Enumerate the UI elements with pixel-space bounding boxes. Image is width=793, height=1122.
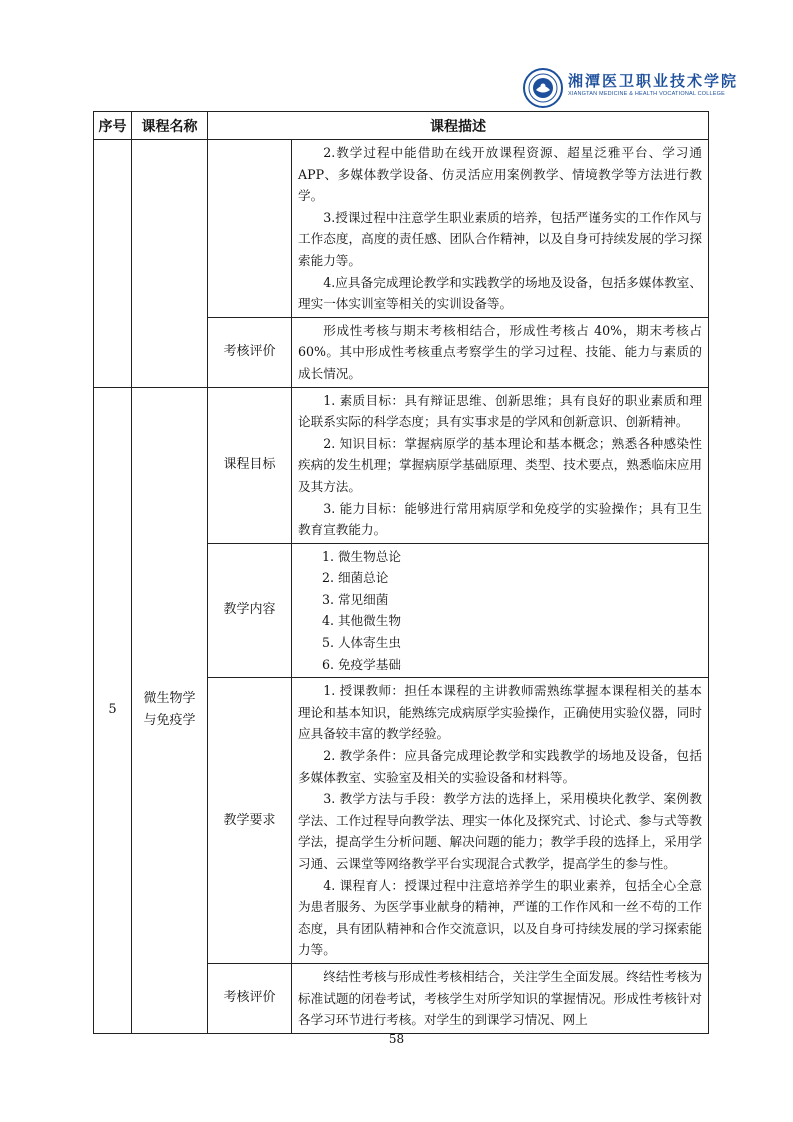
course-table	[93, 111, 709, 1034]
assessment-text: 终结性考核与形成性考核相结合，关注学生全面发展。终结性考核为标准试题的闭卷考试，考核学生对所学知识的掌握情况。形成性考核针对各学习环节进行考核。对学生的到课学习情况、网上	[292, 963, 709, 1033]
prev-assessment-text: 形成性考核与期末考核相结合，形成性考核占 40%，期末考核占 60%。其中形成性考核重点考察学生的学习过程、技能、能力与素质的成长情况。	[292, 317, 709, 387]
course-goals: 1. 素质目标：具有辩证思维、创新思维；具有良好的职业素质和理论联系实际的科学态度；具有实事求是的学风和创新意识、创新精神。 2. 知识目标：掌握病原学的基本理论和基本概念；熟悉各种感染性疾病的发生机理；掌握病原学基础原理、类型、技术要点，熟悉临床应用及其方法。 3. 能力目标：能够进行常用病原学和免疫学的实验操作；具有卫生教育宣教能力。	[292, 387, 709, 543]
school-emblem-icon	[523, 68, 563, 108]
prev-assessment-label: 考核评价	[208, 317, 292, 387]
teaching-requirements: 1. 授课教师：担任本课程的主讲教师需熟练掌握本课程相关的基本理论和基本知识，能熟练完成病原学实验操作，正确使用实验仪器，同时应具备较丰富的教学经验。 2. 教学条件：应具备完成理论教学和实践教学的场地及设备，包括多媒体教室、实验室及相关的实验设备和材料等。 3. 教学方法与手段：教学方法的选择上，采用模块化教学、案例教学法、工作过程导向教学法、理实一体化及探究式、讨论式、参与式等教学法，提高学生分析问题、解决问题的能力；教学手段的选择上，采用学习通、云课堂等网络教学平台实现混合式教学，提高学生的参与性。 4. 课程育人：授课过程中注意培养学生的职业素养，包括全心全意为患者服务、为医学事业献身的精神，严谨的工作作风和一丝不苟的工作态度，具有团队精神和合作交流意识，以及自身可持续发展的学习探索能力等。	[292, 678, 709, 964]
school-name: 湘潭医卫职业技术学院	[568, 72, 739, 90]
header-course-name: 课程名称	[132, 112, 208, 140]
course-content: 1. 微生物总论 2. 细菌总论 3. 常见细菌 4. 其他微生物 5. 人体寄生虫 6. 免疫学基础	[292, 543, 709, 678]
goals-label: 课程目标	[208, 387, 292, 543]
table-row	[94, 140, 709, 318]
assessment-label: 考核评价	[208, 963, 292, 1033]
requirements-label: 教学要求	[208, 678, 292, 964]
table-row	[94, 387, 709, 543]
course-name: 微生物学 与免疫学	[132, 387, 208, 1033]
prev-teaching-requirements: 2.教学过程中能借助在线开放课程资源、超星泛雅平台、学习通 APP、多媒体教学设备、仿灵活应用案例教学、情境教学等方法进行教学。 3.授课过程中注意学生职业素质的培养，包括严谨务实的工作作风与工作态度，高度的责任感、团队合作精神，以及自身可持续发展的学习探索能力等。 4.应具备完成理论教学和实践教学的场地及设备，包括多媒体教室、理实一体实训室等相关的实训设备等。	[292, 140, 709, 318]
page-number: 58	[388, 1032, 405, 1046]
content-label: 教学内容	[208, 543, 292, 678]
table-header-row	[94, 112, 709, 140]
school-logo	[523, 68, 739, 108]
header-course-desc: 课程描述	[208, 112, 709, 140]
school-name-en: XIANGTAN MEDICINE & HEALTH VOCATIONAL COLLEGE	[568, 91, 726, 97]
header-no: 序号	[94, 112, 132, 140]
course-number: 5	[94, 387, 132, 1033]
